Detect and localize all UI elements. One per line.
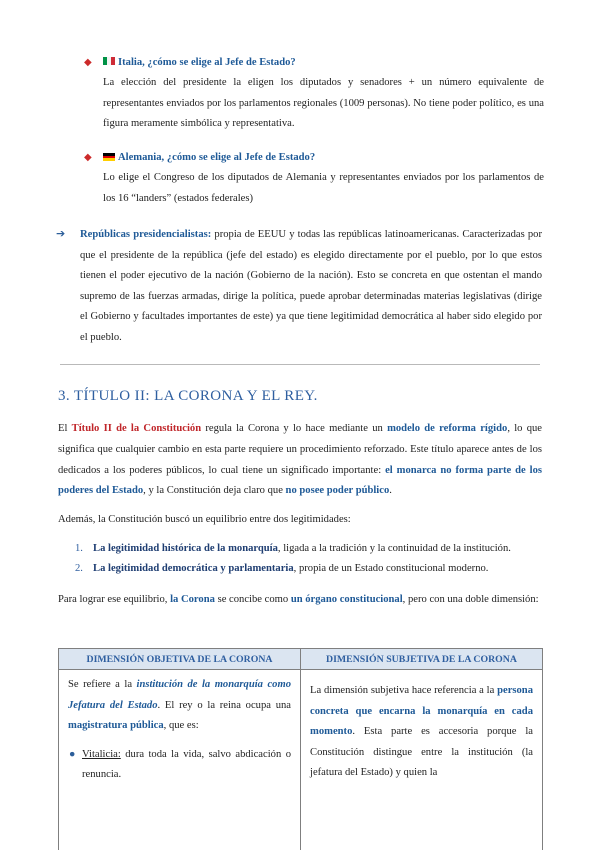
italy-body: La elección del presidente la eligen los diputados y senadores + un número equivalente de representantes enviados por los parlamentos regionales (1009 personas). No tiene poder político, es una figura meramente simbólica y representativa. [84, 73, 544, 135]
no-public-power-highlight: no posee poder público [286, 485, 390, 496]
subjective-dimension-cell [301, 670, 543, 850]
list-item [68, 745, 291, 786]
italy-heading: Italia, ¿cómo se elige al Jefe de Estado? [118, 57, 296, 68]
subjective-dimension-content [301, 670, 542, 789]
para3-text-2: se concibe como [215, 594, 291, 605]
balance-paragraph: Además, la Constitución buscó un equilibrio entre dos legitimidades: [58, 510, 542, 531]
para3-text-3: , pero con una doble dimensión: [403, 594, 539, 605]
bullet-dot-icon: ● [69, 745, 75, 766]
subjective-dimension-header: DIMENSIÓN SUBJETIVA DE LA CORONA [301, 649, 543, 670]
monarchy-institution-highlight: institución de la monarquía como Jefatura del Estado [68, 679, 291, 711]
para1-text-2: regula la Corona y lo hace mediante un [201, 423, 387, 434]
section-divider [60, 364, 540, 365]
table-header-row [59, 649, 543, 670]
crown-organ-paragraph [58, 590, 542, 611]
para1-text-4: , y la Constitución deja claro que [143, 485, 285, 496]
constitutional-organ-highlight: un órgano constitucional [291, 594, 403, 605]
title-ii-constitution-highlight: Título II de la Constitución [72, 423, 201, 434]
country-italy-heading-row [84, 56, 544, 70]
objective-dimension-content [59, 670, 300, 791]
para3-text-1: Para lograr ese equilibrio, [58, 594, 170, 605]
section-title: 3. TÍTULO II: LA CORONA Y EL REY. [58, 388, 318, 405]
objective-text-3: , que es: [164, 720, 199, 731]
para1-text-5: . [389, 485, 392, 496]
legitimacies-list [70, 539, 540, 579]
italy-flag-icon [103, 57, 115, 65]
subjective-text-1: La dimensión subjetiva hace referencia a la [310, 685, 497, 696]
arrow-right-icon: ➔ [56, 225, 65, 243]
public-magistracy-highlight: magistratura pública [68, 720, 164, 731]
presidential-description: propia de EEUU y todas las repúblicas latinoamericanas. Caracterizadas por que el presidente de la república (jefe del estado) es elegido directamente por el pueblo, por lo que estos tienen el poder ejecutivo de la nación (Gobierno de la nación). Esto se concreta en que ostentan el mando supremo de las fuerzas armadas, dirige la política, puede aprobar determinadas materias legislativas (dirige el Gobierno y facultades importantes de este) ya que tiene legitimidad democrática al haber sido elegido por el pueblo. [80, 229, 542, 343]
country-italy [84, 56, 544, 135]
democratic-legitimacy-label: La legitimidad democrática y parlamentaria [93, 563, 294, 574]
subjective-text-2: . Esta parte es accesoria porque la Constitución distingue entre la institución (la jefatura del Estado) y quien la [310, 726, 533, 778]
rigid-reform-highlight: modelo de reforma rígido [387, 423, 507, 434]
objective-dimension-cell [59, 670, 301, 850]
presidential-label: Repúblicas presidencialistas: [80, 229, 211, 240]
diamond-bullet-icon: ◆ [84, 56, 92, 70]
list-number: 1. [75, 539, 83, 559]
monarch-not-power-highlight: el monarca no forma parte de los poderes del Estado [58, 465, 542, 497]
crown-highlight: la Corona [170, 594, 215, 605]
germany-flag-icon [103, 153, 115, 161]
subjective-dimension-text [310, 681, 533, 784]
para1-text-1: El [58, 423, 72, 434]
list-item [70, 539, 540, 559]
concrete-person-highlight: persona concreta que encarna la monarquía en cada momento [310, 685, 533, 737]
lifetime-label: Vitalicia: [82, 749, 121, 760]
country-germany [84, 151, 544, 209]
objective-dimension-header: DIMENSIÓN OBJETIVA DE LA CORONA [59, 649, 301, 670]
germany-heading: Alemania, ¿cómo se elige al Jefe de Estado? [118, 152, 315, 163]
country-germany-heading-row [84, 151, 544, 165]
presidential-republics-block [56, 225, 542, 349]
crown-dimensions-table [58, 648, 543, 850]
diamond-bullet-icon: ◆ [84, 151, 92, 165]
title-ii-paragraph [58, 419, 542, 502]
presidential-republics-text [56, 225, 542, 349]
table-row [59, 670, 543, 850]
objective-text-1: Se refiere a la [68, 679, 137, 690]
historical-legitimacy-label: La legitimidad histórica de la monarquía [93, 543, 278, 554]
list-item [70, 559, 540, 579]
objective-text-2: . El rey o la reina ocupa una [158, 700, 291, 711]
lifetime-text: dura toda la vida, salvo abdicación o renuncia. [82, 749, 291, 781]
democratic-legitimacy-text: , propia de un Estado constitucional moderno. [294, 563, 489, 574]
para1-text-3: , lo que significa que cualquier cambio en esta parte requiere un procedimiento reforzado. Este título aparece antes de los dedicados a los poderes públicos, lo cual tiene un significado importante: [58, 423, 542, 476]
germany-body: Lo elige el Congreso de los diputados de Alemania y representantes enviados por los parlamentos de los 16 “landers” (estados federales) [84, 168, 544, 209]
list-number: 2. [75, 559, 83, 579]
objective-dimension-text [68, 675, 291, 737]
historical-legitimacy-text: , ligada a la tradición y la continuidad de la institución. [278, 543, 511, 554]
